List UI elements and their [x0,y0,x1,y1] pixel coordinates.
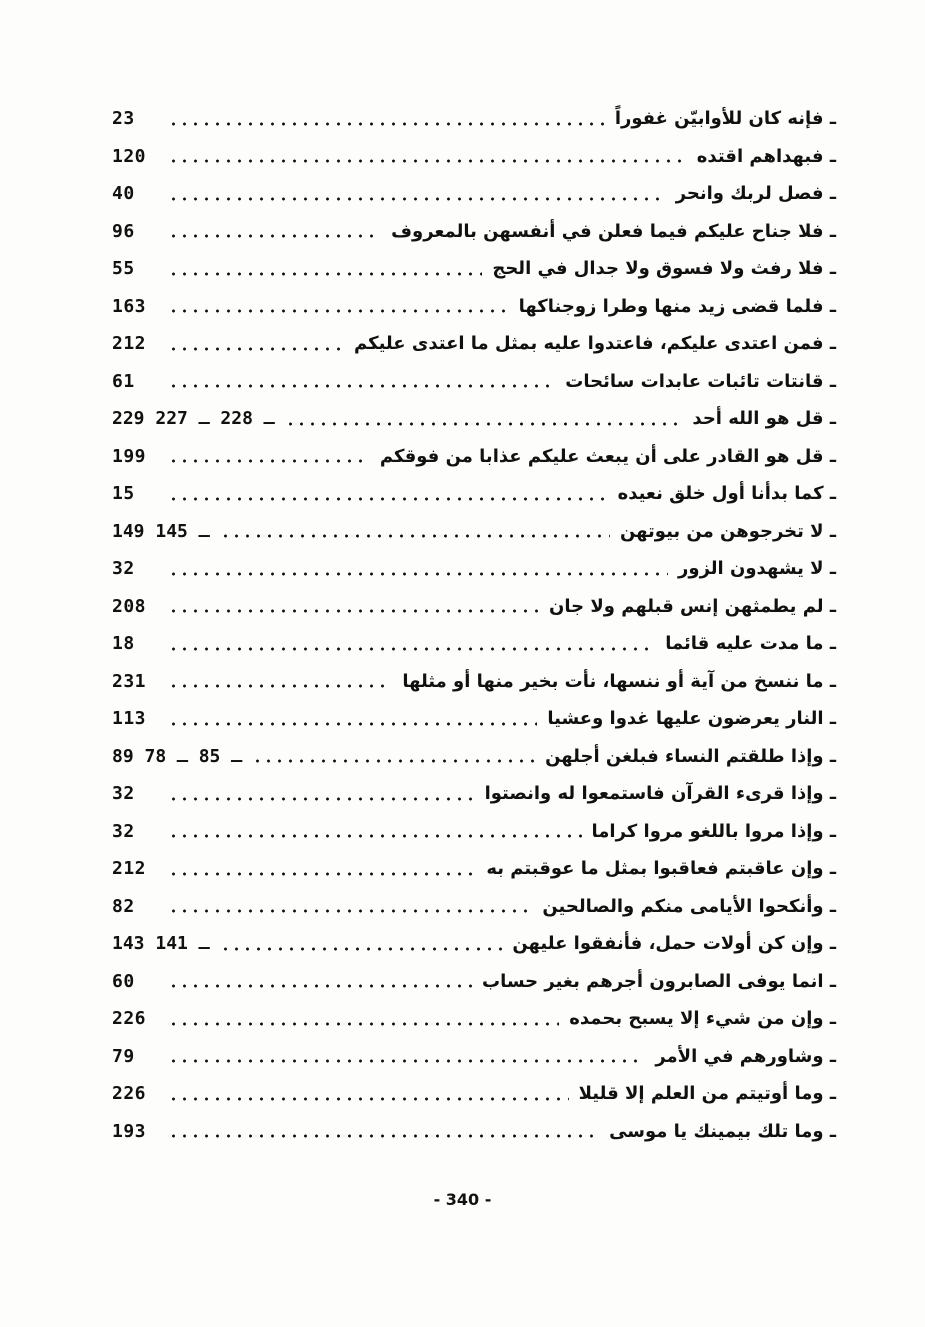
verse-text: ـ وما تلك بيمينك يا موسى [609,1120,836,1142]
page-numbers: 15 [112,483,135,505]
dot-leader [168,572,668,576]
verse-text: ـ فإنه كان للأوابيّن غفوراً [614,108,836,130]
dot-leader [168,309,509,313]
verse-text: ـ لم يطمثهن إنس قبلهم ولا جان [549,595,836,617]
page-number-footer: - 340 - [433,1190,492,1209]
verse-index-list [112,100,836,1150]
page-numbers: 96 [112,220,135,242]
page-numbers: 61 [112,370,135,392]
verse-text: ـ فصل لربك وانحر [675,183,836,205]
index-entry [112,363,836,401]
index-entry [112,288,836,326]
verse-text: ـ لا تخرجوهن من بيوتهن [619,520,836,542]
index-entry [112,438,836,476]
page-numbers: 113 [112,708,147,730]
page-numbers: 226 [112,1083,147,1105]
index-entry [112,138,836,176]
page-numbers: 79 [112,1045,135,1067]
dot-leader [285,422,683,426]
dot-leader [168,609,539,613]
verse-text: ـ وإن من شيء إلا يسبح بحمده [569,1008,836,1030]
dot-leader [168,1097,569,1101]
verse-text: ـ فبهداهم اقتده [696,145,836,167]
index-entry [112,250,836,288]
dot-leader [168,272,482,276]
verse-text: ـ وما أوتيتم من العلم إلا قليلا [578,1083,836,1105]
index-entry [112,888,836,926]
index-entry [112,550,836,588]
verse-text: ـ فمن اعتدى عليكم، فاعتدوا عليه بمثل ما اعتدى عليكم [353,333,836,355]
verse-text: ـ النار يعرضون عليها غدوا وعشيا [547,708,836,730]
dot-leader [168,834,582,838]
verse-text: ـ ما مدت عليه قائما [665,633,836,655]
page-numbers: 55 [112,258,135,280]
page-numbers: 32 [112,820,135,842]
verse-text: ـ وإذا قرىء القرآن فاستمعوا له وانصتوا [484,783,836,805]
index-entry [112,925,836,963]
verse-text: ـ فلا جناح عليكم فيما فعلن في أنفسهن بالمعروف [391,220,836,242]
page-numbers: 212 [112,858,147,880]
index-entry [112,513,836,551]
dot-leader [168,384,555,388]
page-numbers: 231 [112,670,147,692]
verse-text: ـ لا يشهدون الزور [678,558,836,580]
page-numbers: 60 [112,970,135,992]
dot-leader [168,797,475,801]
dot-leader [168,159,687,163]
index-entry [112,738,836,776]
dot-leader [220,947,503,951]
page-numbers: 229 ـ 228 ـ 227 [112,408,275,430]
verse-text: ـ قل هو الله أحد [692,408,836,430]
index-entry [112,100,836,138]
verse-text: ـ فلما قضى زيد منها وطرا زوجناكها [518,295,836,317]
dot-leader [168,1022,559,1026]
dot-leader [168,909,532,913]
dot-leader [168,497,608,501]
index-entry [112,775,836,813]
page-numbers: 40 [112,183,135,205]
page-numbers: 18 [112,633,135,655]
index-entry [112,400,836,438]
index-entry [112,1113,836,1151]
page-numbers: 23 [112,108,135,130]
page-numbers: 32 [112,558,135,580]
dot-leader [168,872,476,876]
page-numbers: 32 [112,783,135,805]
index-entry [112,1000,836,1038]
verse-text: ـ انما يوفى الصابرون أجرهم بغير حساب [481,970,836,992]
page-numbers: 82 [112,895,135,917]
index-entry [112,663,836,701]
verse-text: ـ فلا رفث ولا فسوق ولا جدال في الحج [492,258,836,280]
dot-leader [168,197,666,201]
index-entry [112,1038,836,1076]
verse-text: ـ وإذا طلقتم النساء فبلغن أجلهن [545,745,836,767]
page-numbers: 199 [112,445,147,467]
index-entry [112,700,836,738]
dot-leader [220,534,610,538]
dot-leader [168,234,381,238]
dot-leader [168,984,472,988]
dot-leader [168,459,370,463]
dot-leader [168,647,655,651]
verse-text: ـ قل هو القادر على أن يبعث عليكم عذابا من فوقكم [379,445,836,467]
page-numbers: 149 ـ 145 [112,520,210,542]
page-numbers: 226 [112,1008,147,1030]
page-numbers: 163 [112,295,147,317]
index-entry [112,625,836,663]
verse-text: ـ وأنكحوا الأيامى منكم والصالحين [542,895,836,917]
index-entry [112,850,836,888]
index-entry [112,813,836,851]
page-numbers: 120 [112,145,147,167]
dot-leader [168,347,344,351]
index-entry [112,1075,836,1113]
dot-leader [168,722,537,726]
verse-text: ـ كما بدأنا أول خلق نعيده [617,483,836,505]
verse-text: ـ وإن كن أولات حمل، فأنفقوا عليهن [512,933,836,955]
verse-text: ـ وشاورهم في الأمر [655,1045,836,1067]
verse-text: ـ ما ننسخ من آية أو ننسها، نأت بخير منها أو مثلها [402,670,836,692]
dot-leader [168,1134,599,1138]
index-entry [112,588,836,626]
index-entry [112,175,836,213]
page-numbers: 143 ـ 141 [112,933,210,955]
page-numbers: 208 [112,595,147,617]
index-entry [112,325,836,363]
dot-leader [168,1059,645,1063]
page-numbers: 89 ـ 85 ـ 78 [112,745,243,767]
dot-leader [168,122,605,126]
dot-leader [168,684,392,688]
index-entry [112,213,836,251]
index-entry [112,475,836,513]
index-entry [112,963,836,1001]
page-numbers: 193 [112,1120,147,1142]
verse-text: ـ وإذا مروا باللغو مروا كراما [591,820,836,842]
verse-text: ـ قانتات تائبات عابدات سائحات [565,370,836,392]
page-numbers: 212 [112,333,147,355]
dot-leader [252,759,535,763]
verse-text: ـ وإن عاقبتم فعاقبوا بمثل ما عوقبتم به [486,858,836,880]
